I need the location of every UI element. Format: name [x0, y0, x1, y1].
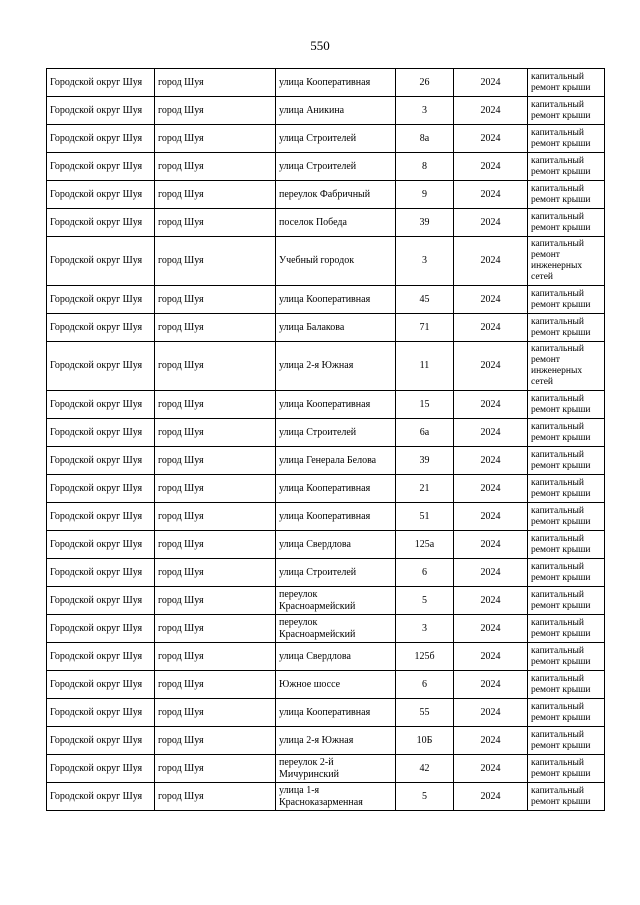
street-cell: улица 1-я Красноказарменная	[276, 783, 396, 811]
table-row	[47, 727, 605, 755]
city-cell: город Шуя	[155, 447, 276, 475]
street-cell: улица Кооперативная	[276, 69, 396, 97]
house-number-cell: 125б	[396, 643, 454, 671]
house-number-cell: 3	[396, 97, 454, 125]
house-number-cell: 6а	[396, 419, 454, 447]
table-row	[47, 615, 605, 643]
municipal-district-cell: Городской округ Шуя	[47, 237, 155, 286]
municipal-district-cell: Городской округ Шуя	[47, 615, 155, 643]
page-number: 550	[310, 38, 330, 53]
house-number-cell: 39	[396, 447, 454, 475]
year-cell: 2024	[454, 69, 528, 97]
municipal-district-cell: Городской округ Шуя	[47, 531, 155, 559]
work-type-cell: капитальный ремонт крыши	[528, 531, 605, 559]
year-cell: 2024	[454, 727, 528, 755]
street-cell: улица Кооперативная	[276, 475, 396, 503]
table-row	[47, 643, 605, 671]
work-type-cell: капитальный ремонт крыши	[528, 671, 605, 699]
street-cell: Южное шоссе	[276, 671, 396, 699]
work-type-cell: капитальный ремонт крыши	[528, 699, 605, 727]
house-number-cell: 3	[396, 237, 454, 286]
street-cell: улица Свердлова	[276, 643, 396, 671]
work-type-cell: капитальный ремонт крыши	[528, 559, 605, 587]
year-cell: 2024	[454, 342, 528, 391]
city-cell: город Шуя	[155, 181, 276, 209]
house-number-cell: 55	[396, 699, 454, 727]
city-cell: город Шуя	[155, 727, 276, 755]
table-row	[47, 755, 605, 783]
municipal-district-cell: Городской округ Шуя	[47, 783, 155, 811]
municipal-district-cell: Городской округ Шуя	[47, 727, 155, 755]
house-number-cell: 51	[396, 503, 454, 531]
work-type-cell: капитальный ремонт крыши	[528, 314, 605, 342]
city-cell: город Шуя	[155, 755, 276, 783]
street-cell: улица Строителей	[276, 559, 396, 587]
street-cell: переулок 2-й Мичуринский	[276, 755, 396, 783]
city-cell: город Шуя	[155, 391, 276, 419]
street-cell: улица Балакова	[276, 314, 396, 342]
year-cell: 2024	[454, 475, 528, 503]
city-cell: город Шуя	[155, 419, 276, 447]
municipal-district-cell: Городской округ Шуя	[47, 559, 155, 587]
table-row	[47, 503, 605, 531]
city-cell: город Шуя	[155, 615, 276, 643]
work-type-cell: капитальный ремонт крыши	[528, 391, 605, 419]
work-type-cell: капитальный ремонт крыши	[528, 69, 605, 97]
year-cell: 2024	[454, 615, 528, 643]
city-cell: город Шуя	[155, 475, 276, 503]
street-cell: улица Аникина	[276, 97, 396, 125]
city-cell: город Шуя	[155, 209, 276, 237]
table-row	[47, 531, 605, 559]
house-number-cell: 15	[396, 391, 454, 419]
year-cell: 2024	[454, 587, 528, 615]
year-cell: 2024	[454, 391, 528, 419]
house-number-cell: 26	[396, 69, 454, 97]
table-row	[47, 342, 605, 391]
work-type-cell: капитальный ремонт крыши	[528, 181, 605, 209]
municipal-district-cell: Городской округ Шуя	[47, 314, 155, 342]
street-cell: улица Кооперативная	[276, 286, 396, 314]
city-cell: город Шуя	[155, 69, 276, 97]
street-cell: улица Строителей	[276, 419, 396, 447]
table-row	[47, 153, 605, 181]
municipal-district-cell: Городской округ Шуя	[47, 503, 155, 531]
work-type-cell: капитальный ремонт инженерных сетей	[528, 342, 605, 391]
municipal-district-cell: Городской округ Шуя	[47, 97, 155, 125]
table-row	[47, 125, 605, 153]
year-cell: 2024	[454, 559, 528, 587]
city-cell: город Шуя	[155, 153, 276, 181]
year-cell: 2024	[454, 314, 528, 342]
table-row	[47, 783, 605, 811]
municipal-district-cell: Городской округ Шуя	[47, 342, 155, 391]
work-type-cell: капитальный ремонт крыши	[528, 286, 605, 314]
table-row	[47, 699, 605, 727]
table-row	[47, 559, 605, 587]
street-cell: улица Генерала Белова	[276, 447, 396, 475]
year-cell: 2024	[454, 783, 528, 811]
house-number-cell: 9	[396, 181, 454, 209]
table-row	[47, 447, 605, 475]
street-cell: улица Строителей	[276, 153, 396, 181]
year-cell: 2024	[454, 237, 528, 286]
municipal-district-cell: Городской округ Шуя	[47, 475, 155, 503]
work-type-cell: капитальный ремонт крыши	[528, 209, 605, 237]
house-number-cell: 10Б	[396, 727, 454, 755]
house-number-cell: 71	[396, 314, 454, 342]
work-type-cell: капитальный ремонт крыши	[528, 755, 605, 783]
table-row	[47, 391, 605, 419]
table-row	[47, 475, 605, 503]
city-cell: город Шуя	[155, 699, 276, 727]
street-cell: улица 2-я Южная	[276, 342, 396, 391]
municipal-district-cell: Городской округ Шуя	[47, 153, 155, 181]
municipal-district-cell: Городской округ Шуя	[47, 643, 155, 671]
table-row	[47, 587, 605, 615]
year-cell: 2024	[454, 699, 528, 727]
year-cell: 2024	[454, 286, 528, 314]
year-cell: 2024	[454, 531, 528, 559]
street-cell: переулок Красноармейский	[276, 615, 396, 643]
street-cell: переулок Красноармейский	[276, 587, 396, 615]
house-number-cell: 125а	[396, 531, 454, 559]
city-cell: город Шуя	[155, 643, 276, 671]
year-cell: 2024	[454, 153, 528, 181]
city-cell: город Шуя	[155, 559, 276, 587]
city-cell: город Шуя	[155, 237, 276, 286]
street-cell: улица Строителей	[276, 125, 396, 153]
street-cell: улица Кооперативная	[276, 391, 396, 419]
municipal-district-cell: Городской округ Шуя	[47, 671, 155, 699]
municipal-district-cell: Городской округ Шуя	[47, 447, 155, 475]
street-cell: переулок Фабричный	[276, 181, 396, 209]
year-cell: 2024	[454, 503, 528, 531]
municipal-district-cell: Городской округ Шуя	[47, 699, 155, 727]
house-number-cell: 8а	[396, 125, 454, 153]
house-number-cell: 5	[396, 783, 454, 811]
street-cell: улица Кооперативная	[276, 503, 396, 531]
municipal-district-cell: Городской округ Шуя	[47, 391, 155, 419]
city-cell: город Шуя	[155, 97, 276, 125]
table-row	[47, 237, 605, 286]
year-cell: 2024	[454, 209, 528, 237]
table-row	[47, 671, 605, 699]
table-row	[47, 314, 605, 342]
municipal-district-cell: Городской округ Шуя	[47, 125, 155, 153]
municipal-district-cell: Городской округ Шуя	[47, 419, 155, 447]
house-number-cell: 3	[396, 615, 454, 643]
house-number-cell: 6	[396, 671, 454, 699]
city-cell: город Шуя	[155, 587, 276, 615]
house-number-cell: 39	[396, 209, 454, 237]
work-type-cell: капитальный ремонт крыши	[528, 503, 605, 531]
house-number-cell: 45	[396, 286, 454, 314]
work-type-cell: капитальный ремонт крыши	[528, 125, 605, 153]
year-cell: 2024	[454, 125, 528, 153]
city-cell: город Шуя	[155, 125, 276, 153]
year-cell: 2024	[454, 181, 528, 209]
table-row	[47, 419, 605, 447]
house-number-cell: 11	[396, 342, 454, 391]
work-type-cell: капитальный ремонт крыши	[528, 447, 605, 475]
house-number-cell: 8	[396, 153, 454, 181]
work-type-cell: капитальный ремонт крыши	[528, 727, 605, 755]
table-row	[47, 69, 605, 97]
street-cell: поселок Победа	[276, 209, 396, 237]
house-number-cell: 21	[396, 475, 454, 503]
table-body	[47, 69, 605, 811]
table-row	[47, 209, 605, 237]
municipal-district-cell: Городской округ Шуя	[47, 587, 155, 615]
year-cell: 2024	[454, 97, 528, 125]
year-cell: 2024	[454, 755, 528, 783]
municipal-district-cell: Городской округ Шуя	[47, 69, 155, 97]
house-number-cell: 6	[396, 559, 454, 587]
work-type-cell: капитальный ремонт инженерных сетей	[528, 237, 605, 286]
house-number-cell: 42	[396, 755, 454, 783]
municipal-district-cell: Городской округ Шуя	[47, 755, 155, 783]
work-type-cell: капитальный ремонт крыши	[528, 97, 605, 125]
work-type-cell: капитальный ремонт крыши	[528, 153, 605, 181]
house-number-cell: 5	[396, 587, 454, 615]
city-cell: город Шуя	[155, 314, 276, 342]
street-cell: улица 2-я Южная	[276, 727, 396, 755]
street-cell: улица Кооперативная	[276, 699, 396, 727]
work-type-cell: капитальный ремонт крыши	[528, 419, 605, 447]
work-type-cell: капитальный ремонт крыши	[528, 615, 605, 643]
year-cell: 2024	[454, 671, 528, 699]
work-type-cell: капитальный ремонт крыши	[528, 475, 605, 503]
work-type-cell: капитальный ремонт крыши	[528, 783, 605, 811]
municipal-district-cell: Городской округ Шуя	[47, 209, 155, 237]
table-row	[47, 181, 605, 209]
table-row	[47, 286, 605, 314]
street-cell: Учебный городок	[276, 237, 396, 286]
municipal-district-cell: Городской округ Шуя	[47, 286, 155, 314]
work-type-cell: капитальный ремонт крыши	[528, 587, 605, 615]
city-cell: город Шуя	[155, 783, 276, 811]
street-cell: улица Свердлова	[276, 531, 396, 559]
year-cell: 2024	[454, 419, 528, 447]
year-cell: 2024	[454, 447, 528, 475]
municipal-district-cell: Городской округ Шуя	[47, 181, 155, 209]
work-type-cell: капитальный ремонт крыши	[528, 643, 605, 671]
city-cell: город Шуя	[155, 503, 276, 531]
year-cell: 2024	[454, 643, 528, 671]
city-cell: город Шуя	[155, 671, 276, 699]
table-row	[47, 97, 605, 125]
city-cell: город Шуя	[155, 286, 276, 314]
city-cell: город Шуя	[155, 342, 276, 391]
city-cell: город Шуя	[155, 531, 276, 559]
repair-schedule-table	[46, 68, 605, 811]
